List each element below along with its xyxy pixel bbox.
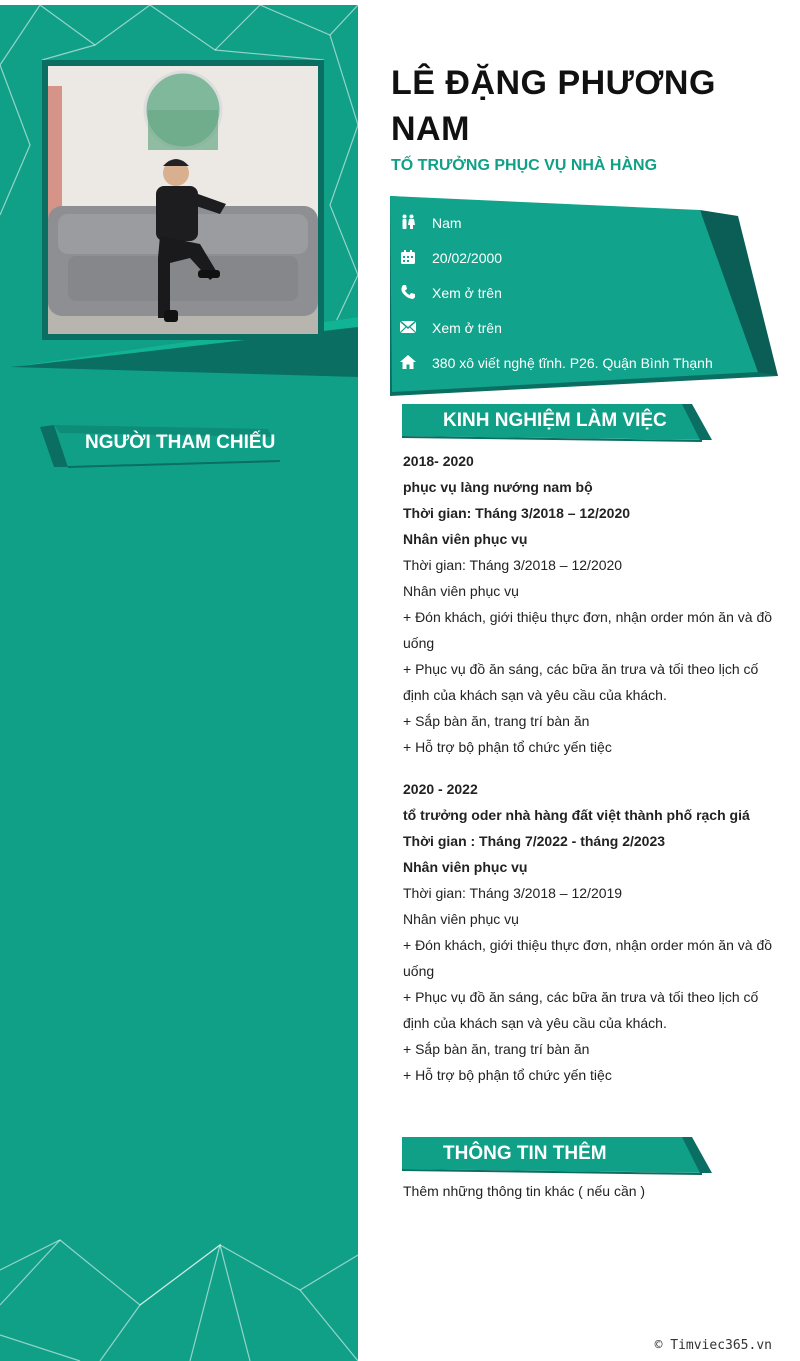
- info-address: 380 xô viết nghệ tĩnh. P26. Quận Bình Thạnh: [432, 355, 713, 371]
- experience-duty: + Hỗ trợ bộ phận tổ chức yến tiệc: [403, 1067, 612, 1083]
- experience-company: tổ trưởng oder nhà hàng đất việt thành phố rạch giá: [403, 807, 750, 823]
- experience-item: [403, 448, 773, 760]
- experience-period: 2020 - 2022: [403, 781, 478, 797]
- home-icon: [398, 352, 418, 372]
- email-icon: [398, 317, 418, 337]
- experience-company: phục vụ làng nướng nam bộ: [403, 479, 593, 495]
- profile-photo: [48, 66, 318, 334]
- candidate-name: LÊ ĐẶNG PHƯƠNG NAM: [391, 64, 716, 148]
- profile-photo-frame: [42, 60, 324, 340]
- extra-text: Thêm những thông tin khác ( nếu cần ): [403, 1183, 646, 1199]
- calendar-icon: [398, 247, 418, 267]
- experience-duty: + Phục vụ đồ ăn sáng, các bữa ăn trưa và tối theo lịch cố định của khách sạn và yêu cầu của khách.: [403, 989, 759, 1031]
- experience-time: Thời gian: Tháng 3/2018 – 12/2020: [403, 557, 623, 573]
- experience-duty: + Đón khách, giới thiệu thực đơn, nhận order món ăn và đồ uống: [403, 609, 773, 651]
- experience-duty: + Sắp bàn ăn, trang trí bàn ăn: [403, 1041, 590, 1057]
- experience-role-bold: Nhân viên phục vụ: [403, 859, 528, 875]
- experience-item: [403, 776, 773, 1088]
- experience-period: 2018- 2020: [403, 453, 474, 469]
- experience-role: Nhân viên phục vụ: [403, 911, 519, 927]
- info-phone: Xem ở trên: [432, 285, 502, 301]
- reference-title: NGƯỜI THAM CHIẾU: [85, 432, 276, 453]
- experience-title: KINH NGHIỆM LÀM VIỆC: [443, 410, 667, 431]
- experience-time: Thời gian: Tháng 3/2018 – 12/2019: [403, 885, 623, 901]
- experience-time-bold: Thời gian : Tháng 7/2022 - tháng 2/2023: [403, 833, 666, 849]
- gender-icon: [398, 212, 418, 232]
- experience-time-bold: Thời gian: Tháng 3/2018 – 12/2020: [403, 505, 631, 521]
- experience-duty: + Đón khách, giới thiệu thực đơn, nhận order món ăn và đồ uống: [403, 937, 773, 979]
- phone-icon: [398, 282, 418, 302]
- info-dob: 20/02/2000: [432, 250, 503, 266]
- info-gender: Nam: [432, 215, 462, 231]
- experience-duty: + Phục vụ đồ ăn sáng, các bữa ăn trưa và tối theo lịch cố định của khách sạn và yêu cầu của khách.: [403, 661, 759, 703]
- experience-duty: + Sắp bàn ăn, trang trí bàn ăn: [403, 713, 590, 729]
- experience-role: Nhân viên phục vụ: [403, 583, 519, 599]
- left-sidebar: [0, 5, 358, 1361]
- footer-copyright: © Timviec365.vn: [654, 1338, 772, 1353]
- extra-title: THÔNG TIN THÊM: [443, 1143, 607, 1164]
- main-content: [358, 0, 800, 1361]
- job-title: TỐ TRƯỞNG PHỤC VỤ NHÀ HÀNG: [391, 157, 658, 174]
- info-email: Xem ở trên: [432, 320, 502, 336]
- experience-duty: + Hỗ trợ bộ phận tổ chức yến tiệc: [403, 739, 612, 755]
- experience-role-bold: Nhân viên phục vụ: [403, 531, 528, 547]
